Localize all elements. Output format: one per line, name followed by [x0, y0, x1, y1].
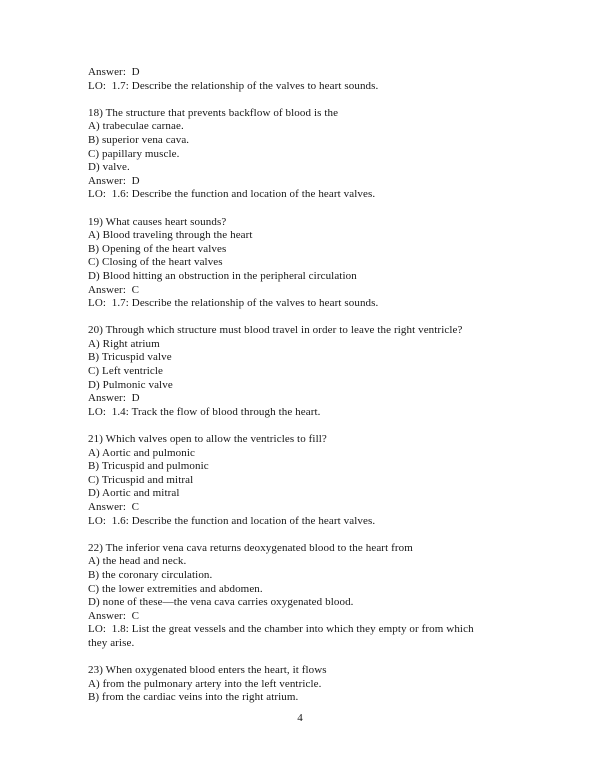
learning-objective-line: LO: 1.4: Track the flow of blood through the heart. [88, 405, 321, 418]
option-b: B) Tricuspid and pulmonic [88, 460, 209, 473]
question-text: 19) What causes heart sounds? [88, 215, 227, 228]
option-b: B) Tricuspid valve [88, 351, 172, 364]
option-d: D) valve. [88, 161, 130, 174]
learning-objective-continuation: they arise. [88, 636, 135, 649]
option-b: B) from the cardiac veins into the right atrium. [88, 691, 299, 704]
option-d: D) Pulmonic valve [88, 378, 173, 391]
option-d: D) Blood hitting an obstruction in the peripheral circulation [88, 269, 357, 282]
learning-objective-line: LO: 1.7: Describe the relationship of the valves to heart sounds. [88, 79, 379, 92]
answer-line: Answer: C [88, 609, 140, 622]
carryover-answer-block [88, 66, 518, 93]
option-c: C) Left ventricle [88, 365, 163, 378]
question-text: 22) The inferior vena cava returns deoxygenated blood to the heart from [88, 541, 413, 554]
question-21-block [88, 433, 518, 528]
learning-objective-line: LO: 1.7: Describe the relationship of the valves to heart sounds. [88, 297, 379, 310]
option-a: A) Right atrium [88, 337, 160, 350]
option-c: C) Tricuspid and mitral [88, 473, 194, 486]
question-text: 20) Through which structure must blood travel in order to leave the right ventricle? [88, 324, 463, 337]
page-number: 4 [297, 712, 303, 724]
option-a: A) trabeculae carnae. [88, 120, 184, 133]
option-a: A) Blood traveling through the heart [88, 229, 253, 242]
option-b: B) superior vena cava. [88, 133, 190, 146]
question-18-block [88, 107, 518, 202]
option-a: A) from the pulmonary artery into the left ventricle. [88, 677, 322, 690]
option-d: D) none of these—the vena cava carries oxygenated blood. [88, 596, 354, 609]
question-22-block [88, 542, 518, 651]
answer-line: Answer: C [88, 283, 140, 296]
option-b: B) the coronary circulation. [88, 568, 213, 581]
question-20-block [88, 324, 518, 419]
option-c: C) Closing of the heart valves [88, 256, 223, 269]
option-c: C) papillary muscle. [88, 147, 180, 160]
question-text: 18) The structure that prevents backflow of blood is the [88, 106, 339, 119]
option-c: C) the lower extremities and abdomen. [88, 582, 263, 595]
document-content [88, 66, 518, 719]
answer-line: Answer: C [88, 501, 140, 513]
learning-objective-line: LO: 1.8: List the great vessels and the chamber into which they empty or from which [88, 623, 474, 636]
option-d: D) Aortic and mitral [88, 487, 180, 500]
option-a: A) the head and neck. [88, 555, 187, 568]
learning-objective-line: LO: 1.6: Describe the function and location of the heart valves. [88, 514, 376, 527]
answer-line: Answer: D [88, 392, 140, 405]
question-text: 21) Which valves open to allow the ventricles to fill? [88, 433, 327, 446]
option-b: B) Opening of the heart valves [88, 242, 227, 255]
question-23-block [88, 664, 518, 705]
learning-objective-line: LO: 1.6: Describe the function and location of the heart valves. [88, 188, 376, 201]
question-text: 23) When oxygenated blood enters the heart, it flows [88, 664, 327, 677]
question-19-block [88, 216, 518, 311]
option-a: A) Aortic and pulmonic [88, 446, 195, 459]
answer-line: Answer: D [88, 174, 140, 187]
answer-line: Answer: D [88, 66, 140, 78]
